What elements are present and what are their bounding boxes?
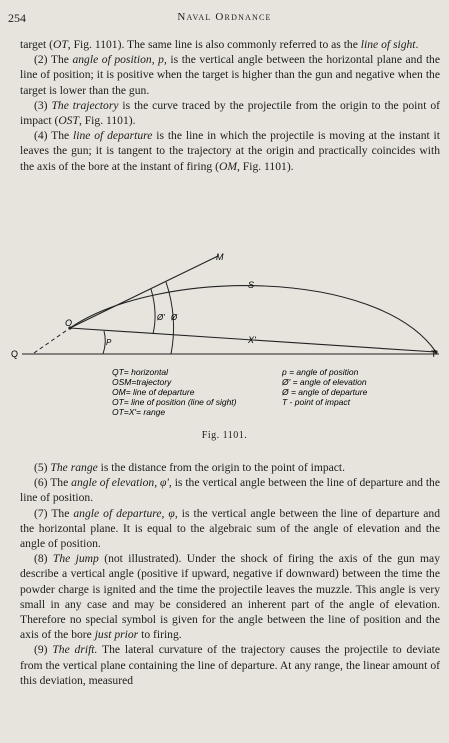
text-run: is the line in which the projectile is moving at the instant it leaves the gun; it is tangent to the trajectory at the origin and practically coincides with the axis of the bore at the instant of firing ( bbox=[20, 129, 440, 173]
paragraph bbox=[20, 52, 440, 98]
legend-left-item: OSM=trajectory bbox=[112, 377, 172, 387]
paragraph bbox=[20, 460, 440, 475]
label-t: T bbox=[431, 349, 437, 359]
label-phi-prime: Ø' bbox=[157, 313, 165, 322]
legend-right-item: p = angle of position bbox=[282, 367, 359, 377]
italic-term: OM bbox=[218, 159, 237, 173]
text-run: (8) bbox=[34, 552, 53, 566]
text-run: is the distance from the origin to the point of impact. bbox=[97, 461, 346, 474]
body-text-bottom bbox=[20, 460, 440, 688]
legend-right-item: Ø = angle of departure bbox=[282, 387, 368, 397]
italic-term: line of departure bbox=[73, 129, 153, 143]
text-run: , Fig. 1101). bbox=[78, 114, 136, 128]
label-phi: Ø bbox=[171, 313, 178, 322]
label-o: O bbox=[65, 318, 73, 328]
running-title: Naval Ordnance bbox=[177, 11, 272, 23]
label-q: Q bbox=[11, 349, 19, 359]
italic-term: line of sight bbox=[360, 38, 416, 51]
text-run: , Fig. 1101). bbox=[237, 159, 294, 173]
trajectory-diagram bbox=[8, 248, 444, 448]
text-run: , is the vertical angle between the line of departure and the horizontal plane. It is equal to the algebraic sum of the angle of elevation and the angle of position. bbox=[20, 506, 440, 551]
paragraph bbox=[20, 642, 440, 688]
legend-left-item: OT= line of position (line of sight) bbox=[112, 397, 237, 407]
text-run: (4) The bbox=[34, 129, 74, 143]
departure-extension-dashed bbox=[34, 328, 70, 353]
figure-caption: Fig. 1101. bbox=[201, 430, 248, 441]
text-run: (not illustrated). Under the shock of firing the axis of the gun may describe a vertical angle (positive if upward, negative if downward) between the time the powder charge is ignited and the time the projectile leaves the muzzle. This angle is very small in any case and may be considered an inherent part of the angle of elevation. Therefore no special symbol is given for the angle between the line of position and the axis of the bore bbox=[20, 552, 441, 642]
legend-right-item: Ø' = angle of elevation bbox=[282, 377, 367, 387]
body-text-top bbox=[20, 37, 440, 174]
italic-term: angle of departure, φ bbox=[73, 506, 175, 520]
page-number: 254 bbox=[8, 11, 26, 25]
legend-left-item: OT=X'= range bbox=[112, 407, 166, 417]
italic-term: OT bbox=[52, 38, 68, 51]
label-s: S bbox=[248, 280, 255, 290]
legend-right bbox=[281, 367, 368, 407]
text-run: (3) bbox=[34, 98, 52, 112]
legend-left-item: OM= line of departure bbox=[112, 387, 195, 397]
text-run: , Fig. 1101). The same line is also commonly referred to as the bbox=[67, 38, 361, 51]
label-m: M bbox=[216, 252, 224, 262]
italic-term: The drift. bbox=[52, 643, 98, 657]
legend-left-item: QT= horizontal bbox=[112, 367, 168, 377]
text-run: target ( bbox=[20, 38, 53, 51]
line-of-departure-om bbox=[70, 256, 218, 328]
paragraph bbox=[20, 98, 440, 128]
italic-term: The jump bbox=[52, 552, 99, 566]
paragraph bbox=[20, 37, 440, 52]
paragraph bbox=[20, 128, 440, 174]
text-run: , is the vertical angle between the horizontal plane and the line of position; it is positive when the target is higher than the gun and negative when the target is lower than the gun. bbox=[20, 53, 440, 97]
figure-1101 bbox=[8, 248, 444, 448]
label-p: P bbox=[106, 338, 112, 347]
text-run: . bbox=[415, 38, 419, 51]
text-run: (6) The bbox=[34, 476, 72, 490]
italic-term: angle of elevation, φ' bbox=[71, 476, 169, 490]
text-run: , is the vertical angle between the line of departure and the line of position. bbox=[20, 476, 440, 505]
arc-angle-of-position bbox=[103, 331, 105, 354]
text-run: The lateral curvature of the trajectory causes the projectile to deviate from the vertical plane containing the line of departure. At any range, the linear amount of this deviation, measured bbox=[20, 643, 440, 687]
italic-term: The trajectory bbox=[51, 98, 119, 112]
italic-term: just prior bbox=[94, 628, 139, 642]
paragraph bbox=[20, 551, 440, 642]
paragraph bbox=[20, 475, 440, 505]
legend-right-item: T - point of impact bbox=[282, 397, 351, 407]
italic-term: The range bbox=[50, 461, 98, 474]
label-x-prime: X' bbox=[248, 335, 256, 345]
legend-left bbox=[112, 367, 237, 417]
text-run: is the curve traced by the projectile from the origin to the point of impact ( bbox=[20, 98, 441, 128]
text-run: to firing. bbox=[138, 628, 182, 642]
italic-term: OST bbox=[58, 114, 79, 128]
text-run: (9) bbox=[34, 643, 53, 657]
text-run: (5) bbox=[34, 461, 51, 474]
italic-term: angle of position, p bbox=[72, 53, 164, 67]
running-header bbox=[0, 11, 449, 27]
paragraph bbox=[20, 506, 440, 552]
text-run: (2) The bbox=[34, 53, 73, 67]
text-run: (7) The bbox=[34, 506, 74, 520]
